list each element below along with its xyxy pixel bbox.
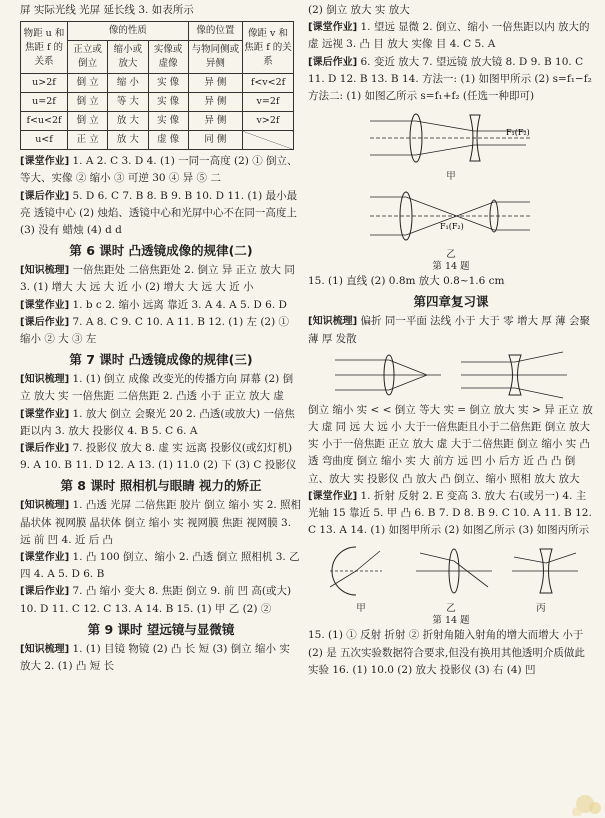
answer-paragraph [308,627,594,679]
fig-b-label: 乙 [446,249,456,261]
q15-answer: 15. (1) 直线 (2) 0.8m 放大 0.8~1.6 cm [308,275,505,288]
left-section-5 [20,641,302,675]
answer-text: 7. A 8. C 9. C 10. A 11. B 12. (1) 左 (2) ① 缩小 ② 大 ③ 左 [20,315,290,346]
answer-paragraph [308,313,594,347]
focus-label: F₁(F₂) [440,222,464,232]
table-cell: 缩 小 [108,74,148,93]
answer-paragraph [20,406,302,440]
th-position: 像的位置 [188,22,242,41]
table-cell: 异 侧 [188,112,242,131]
table-cell: f<u<2f [21,112,68,131]
answer-text: 1. b c 2. 缩小 远离 靠近 3. A 4. A 5. D 6. D [69,298,287,311]
section-tag: [知识梳理] [20,374,70,386]
answer-text: 1. 望远 显微 2. 倒立、缩小 一倍焦距以内 放大的虚 远视 3. 凸 目 放大 实像 目 4. C 5. A [308,21,590,51]
table-cell: v>2f [243,112,294,131]
section-tag: [课后作业] [20,190,70,202]
answer-text: 5. D 6. C 7. B 8. B 9. B 10. D 11. (1) 最小最亮 透镜中心 (2) 烛焰、透镜中心和光屏中心不在同一高度上 (3) 没有 蜡烛 (4) d d [20,189,298,237]
telescope-diagram-a [366,107,536,169]
answer-text: 15. (1) ① 反射 折射 ② 折射角随入射角的增大而增大 小于 (2) 是 五次实验数据符合要求,但没有换用其他透明介质做此实验 16. (1) 10.0 (2) 放大 投影仪 (3) 右 (4) 凹 [308,629,585,676]
lesson-8-title: 第 8 课时 照相机与眼睛 视力的矫正 [60,478,262,494]
focus-label: F₁(F₂) [506,128,530,138]
section-tag: [课堂作业] [308,22,358,34]
th-nature: 像的性质 [68,22,189,41]
answer-text: 7. 投影仪 放大 8. 虚 实 远离 投影仪(或幻灯机) 9. A 10. B 11. D 12. A 13. (1) 11.0 (2) 下 (3) C 投影仪 [20,442,297,472]
table-cell: 等 大 [108,93,148,112]
image-properties-table [20,21,294,150]
table-cell: 放 大 [108,112,148,131]
answer-text: 1. 凸透 光屏 二倍焦距 胶片 倒立 缩小 实 2. 照相 晶状体 视网膜 晶状体 倒立 缩小 实 视网膜 焦距 视网膜 3. 远 前 凹 4. 近 后 凸 [20,499,302,546]
answer-paragraph [20,641,302,675]
section-tag: [知识梳理] [20,265,70,277]
lesson-7-title: 第 7 课时 凸透镜成像的规律(三) [69,352,253,368]
lesson-6-title: 第 6 课时 凸透镜成像的规律(二) [69,243,253,259]
section-tag: [课后作业] [20,586,70,598]
table-cell: 实 像 [148,74,188,93]
answer-paragraph [20,153,302,187]
table-cell: 同 侧 [188,131,242,150]
intro-line: 屏 实际光线 光屏 延长线 3. 如表所示 [20,4,194,16]
lens-concept-diagram [331,350,571,400]
table-cell: 实 像 [148,93,188,112]
right-column [308,2,594,679]
telescope-diagram-b [366,185,536,247]
left-section-4 [20,497,302,617]
table-row [21,93,294,112]
answer-paragraph [20,262,302,296]
right-section-5 [308,627,594,679]
section-tag: [课后作业] [308,56,358,68]
answer-paragraph [20,188,302,240]
table-cell: 放 大 [108,131,148,150]
fig-label: 乙 [446,603,456,615]
section-tag: [课堂作业] [20,156,70,168]
answer-paragraph [308,488,594,540]
table-cell: 倒 立 [68,112,108,131]
left-section-3 [20,371,302,474]
table-cell: 异 侧 [188,74,242,93]
answer-paragraph [20,297,302,314]
section-tag: [知识梳理] [20,500,70,512]
answer-text: 1. 折射 反射 2. E 变高 3. 放大 右(或另一) 4. 主光轴 15 靠近 5. 甲 凸 6. B 7. D 8. B 9. C 10. A 11. B 12. C 13. A 14. (1) 如图甲所示 (2) 如图乙所示 (3) 如图丙所示 [308,489,592,537]
right-section-2 [308,313,594,347]
table-row [21,112,294,131]
fig-a-label: 甲 [446,171,456,183]
sub-header: 缩小或放大 [108,41,148,74]
left-section-2 [20,262,302,348]
answer-text: 偏折 同一平面 法线 小于 大于 零 增大 厚 薄 会聚 薄 厚 发散 [308,315,591,345]
fig-label: 甲 [356,603,366,615]
table-cell: 虚 像 [148,131,188,150]
section-tag: [课堂作业] [20,552,70,564]
answer-paragraph [20,440,302,474]
table-row [21,74,294,93]
answer-text: 7. 凸 缩小 变大 8. 焦距 倒立 9. 前 凹 高(或大) 10. D 11. C 12. C 13. A 14. B 15. (1) 甲 乙 (2) ② [20,585,292,615]
th-object-distance: 物距 u 和焦距 f 的关系 [21,22,68,74]
sub-header: 正立或倒立 [68,41,108,74]
table-cell: u<f [21,131,68,150]
answer-text: 6. 变近 放大 7. 望远镜 放大镜 8. D 9. B 10. C 11. D 12. B 13. B 14. 方法一: (1) 如图甲所示 (2) s=f₁−f₂ 方法二: (1) 如图乙所示 s=f₁+f₂ (任选一种即可) [308,55,592,103]
answer-paragraph [308,19,594,53]
answer-paragraph [308,2,594,19]
table-cell: v=2f [243,93,294,112]
fig-labels [316,603,586,615]
table-cell: 倒 立 [68,74,108,93]
section-tag: [课堂作业] [20,408,70,420]
table-cell: 实 像 [148,112,188,131]
table-cell: f<v<2f [243,74,294,93]
th-image-distance: 像距 v 和焦距 f 的关系 [243,22,294,74]
question-14-diagrams [316,541,586,601]
left-column [20,2,302,675]
lesson-9-title: 第 9 课时 望远镜与显微镜 [87,621,235,637]
section-tag: [课堂作业] [20,299,70,311]
table-row [21,131,294,150]
answer-text: 1. (1) 倒立 成像 改变光的传播方向 屏幕 (2) 倒立 放大 实 一倍焦距 二倍焦距 2. 凸透 小于 正立 放大 虚 [20,373,294,403]
fig-caption: 第 14 题 [432,261,470,273]
right-section-1 [308,2,594,105]
answer-paragraph [20,371,302,405]
section-tag: [知识梳理] [308,316,358,328]
answer-paragraph [308,54,594,106]
answer-paragraph [20,583,302,617]
answer-text: 1. 凸 100 倒立、缩小 2. 凸透 倒立 照相机 3. 乙 四 4. A 5. D 6. B [20,551,300,581]
left-section-1 [20,153,302,239]
table-cell: 异 侧 [188,93,242,112]
section-tag: [课堂作业] [308,490,358,502]
chapter-4-review-title: 第四章复习课 [413,294,489,310]
review-answers: 倒立 缩小 实 < < 倒立 等大 实 = 倒立 放大 实 > 异 正立 放大 虚 同 远 大 远 小 大于一倍焦距且小于二倍焦距 倒立 放大 实 小于一倍焦距 正立 放大 虚 大于二倍焦距 倒立 缩小 实 凸透 弯曲度 倒立 缩小 实 大 前方 远 凹 小 后方 近 凸 凸 倒立、放大 实 投影仪 凸 放大 凸 倒立、缩小 照相 放大 放大 [308,403,593,485]
answer-text: 1. A 2. C 3. D 4. (1) 一同一高度 (2) ① 倒立、等大、实像 ② 缩小 ③ 可逆 30 ④ 异 ⑤ 二 [20,155,298,185]
sub-header: 与物同侧或异侧 [188,41,242,74]
table-cell: 正 立 [68,131,108,150]
answer-text: 1. 放大 倒立 会聚光 20 2. 凸透(或放大) 一倍焦距以内 3. 放大 投影仪 4. B 5. C 6. A [20,407,295,437]
table-cell-empty [243,131,294,150]
section-tag: [课后作业] [20,316,70,328]
answer-text: 一倍焦距处 二倍焦距处 2. 倒立 异 正立 放大 同 3. (1) 增大 大 远 大 近 小 (2) 增大 大 远 大 近 小 [20,264,295,294]
answer-paragraph [20,314,302,348]
corner-flower-decoration-icon [559,786,603,816]
table-cell: u>2f [21,74,68,93]
table-cell: 倒 立 [68,93,108,112]
table-cell: u=2f [21,93,68,112]
section-tag: [知识梳理] [20,643,70,655]
section-tag: [课后作业] [20,443,70,455]
fig-label: 丙 [536,603,546,615]
sub-header: 实像或虚像 [148,41,188,74]
fig-caption: 第 14 题 [432,615,470,627]
answer-paragraph [20,497,302,549]
answer-text: (2) 倒立 放大 实 放大 [308,4,410,16]
answer-text: 1. (1) 目镜 物镜 (2) 凸 长 短 (3) 倒立 缩小 实 放大 2. (1) 凸 短 长 [20,642,290,673]
right-section-4 [308,488,594,540]
answer-paragraph [20,549,302,583]
